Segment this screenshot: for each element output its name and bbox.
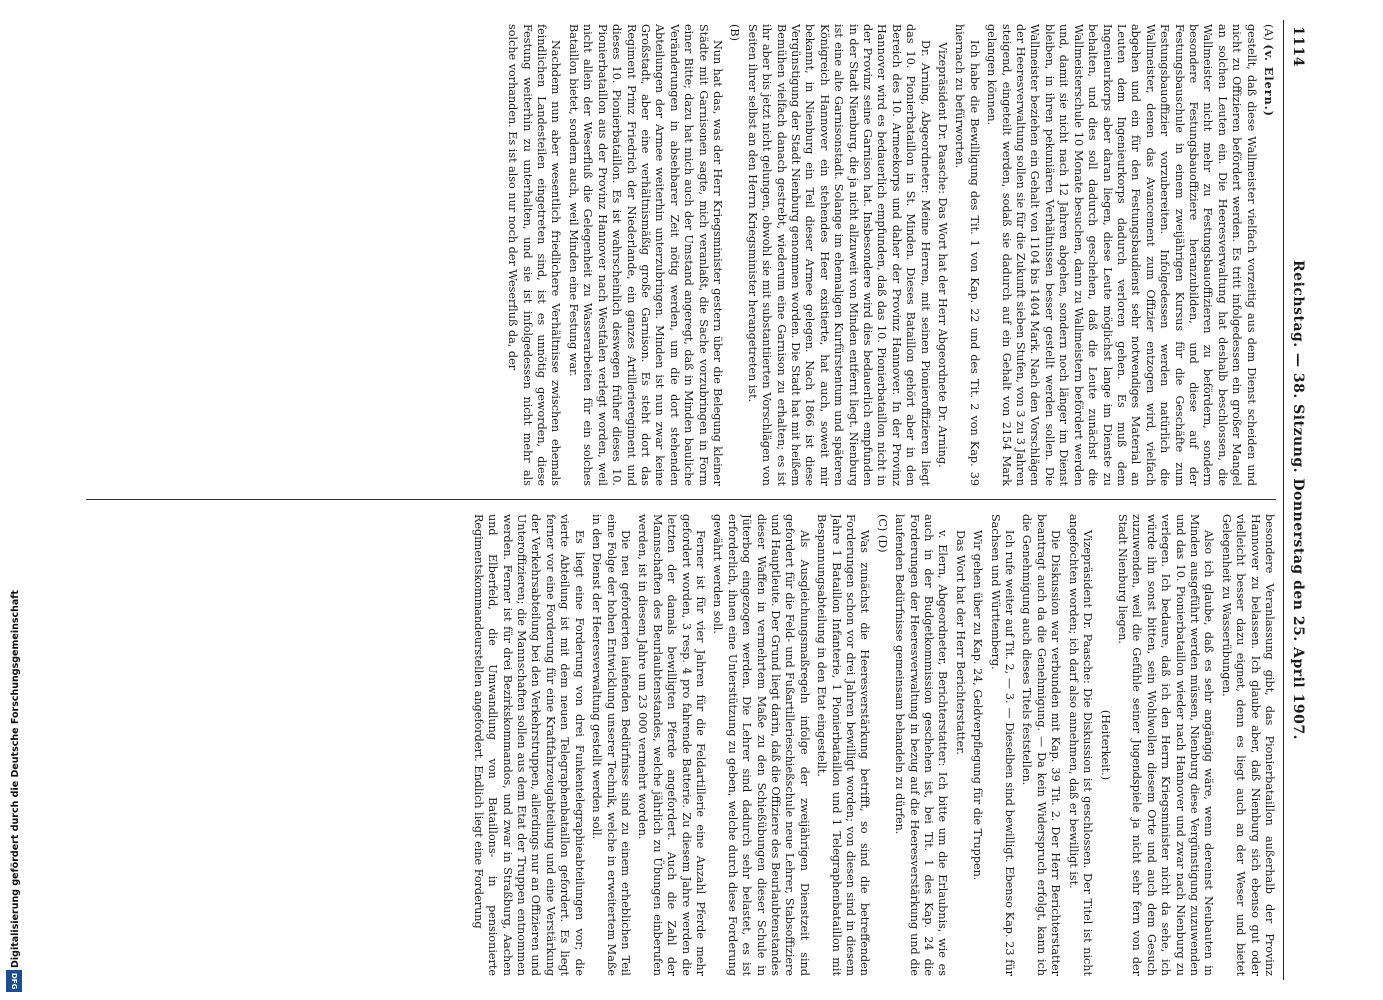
paragraph: Nun hat das, was der Herr Kriegsminister gestern über die Belegung kleiner Städte mit Garnisonen sagte, mich veranlaßt, die Sache vorzubringen in Form einer Bitte; dazu hat mich auch der Umstand angeregt, daß in Minden bauliche Veränderungen in absehbarer Zeit nötig werden, um die dort stehenden Abteilungen der Armee weiterhin unterzubringen. Minden ist nun zwar keine Großstadt, aber eine verhältnismäßig große Garnison. Es steht dort das Regiment Prinz Friedrich der Niederlande, ein ganzes Artillerieregiment und dieses 10. Pionierbataillon. Es ist wahrscheinlich deswegen früher dieses 10. Pionierbataillon aus der Provinz Hannover nach Westfalen verlegt worden, weil nicht allein der Weserfluß die Gelegenheit zu Wasserarbeiten für ein solches Bataillon bietet, sondern auch, weil Minden eine Festung war. <box>566 24 724 486</box>
paragraph: Als Ausgleichungsmaßregeln infolge der zweijährigen Dienstzeit sind gefordert für die Feld- und Fußartillerieschießschule neue Lehrer, Stabsoffiziere und Hauptleute. Der Grund liegt darin, daß die Offiziere des Beurlaubtenstandes dieser Waffen in vermehrtem Maße zu den Schießübungen dieser Schule in Jüterbog eingezogen werden. Die Lehrer sind dadurch sehr belastet, es ist erforderlich, ihnen eine Unterstützung zu geben, welche durch diese Forderung gewährt werden soll. <box>711 514 811 976</box>
vp-announcement: Vizepräsident Dr. Paasche: Das Wort hat der Herr Abgeordnete Dr. Arning. <box>936 42 950 468</box>
page-number: 1114 <box>1290 26 1306 67</box>
paragraph: Was zunächst die Heeresverstärkung betrifft, so sind die betreffenden Forderungen schon vor drei Jahren bewilligt worden; von diesen sind in diesem Jahre 1 Bataillon Infanterie, 1 Pionierbataillon und 1 Telegraphenbataillon mit Bespannungsabteilung in den Etat eingestellt. <box>815 514 872 976</box>
paragraph: besondere Veranlassung gibt, das Pionierbataillon außerhalb der Provinz Hannover zu belassen. Ich glaube aber, daß Nienburg sich ebenso gut oder vielleicht besser dazu eignet, denn es liegt auch an der Weser und bietet Gelegenheit zu Wasserübungen. <box>1219 514 1276 976</box>
heiterkeit: (Heiterkeit.) <box>1098 709 1112 781</box>
paragraph: Das Wort hat der Herr Berichterstatter. <box>953 530 967 755</box>
speaker-tag: (v. Elern.) <box>1262 44 1276 117</box>
paragraph: Also ich glaube, daß es sehr angängig wäre, wenn dereinst Neubauten in Minden ausgeführt werden müssen, Nienburg diese Vergünstigung zuzuwenden und das 10. Pionierbataillon wieder nach Hannover und zwar nach Nienburg zu verlegen. Ich bedaure, daß ich den Herrn Kriegsminister nicht da sehe, ich würde ihn sonst bitten, sein Wohlwollen diesem Orte und auch dem Gesuch zuzuwenden, weil die Gefühle seiner Jugendspiele ja nicht sehr fern von der Stadt Nienburg liegen. <box>1115 514 1216 976</box>
page-title: Reichstag. — 38. Sitzung. Donnerstag den 25. April 1907. <box>1290 260 1306 740</box>
left-column <box>86 24 1276 486</box>
marker-d: (D) <box>875 534 889 553</box>
page-header <box>1284 20 1310 980</box>
paragraph: Wir gehen über zu Kap. 24, Geldverpflegung für die Truppen. <box>971 530 985 881</box>
newspaper-page <box>80 20 1310 980</box>
column-divider <box>86 499 1276 500</box>
marker-b: (B) <box>728 24 742 41</box>
paragraph: Nachdem nun aber wesentlich friedlichere Verhältnisse zwischen ehemals feindlichen Landesteilen eingetreten sind, ist es unnötig geworden, diese Festung weiterhin zu unterhalten, und sie ist infolgedessen nicht mehr als solche vorhanden. Es ist also nur noch der Weserfluß da, der <box>506 24 563 486</box>
paragraph: Es liegt eine Forderung von drei Funkentelegraphieabteilungen vor; die vierte Abteilung ist mit dem neuen Telegraphenbataillon gefordert. Es liegt ferner vor eine Forderung für eine Kraftfahrzeugabteilung und eine Verstärkung der Verkehrsabteilung bei den Verkehrstruppen, allerdings nur an Offizieren und Unteroffizieren; die Mannschaften sollen aus dem Etat der Truppen entnommen werden. Ferner ist für drei Bezirkskommandos, und zwar in Straßburg, Aachen und Elberfeld, die Umwandlung von Bataillons- in pensionierte Regimentskommandeurstellen angefordert. Endlich liegt eine Forderung <box>471 514 586 976</box>
paragraph: Ich rufe weiter auf Tit. 2, — 3. — Dieselben sind bewilligt. Ebenso Kap. 23 für Sachsen und Württemberg. <box>988 514 1017 976</box>
paragraph: gestellt, daß diese Wallmeister vielfach vorzeitig aus dem Dienst scheiden und nicht zu Offizieren befördert werden. Es tritt infolgedessen ein großer Mangel an solchen Leuten ein. Die Heeresverwaltung hat deshalb beschlossen, die Wallmeister nicht mehr zu Festungsbauoffizieren zu befördern, sondern besondere Festungsbauoffiziere heranzubilden, und diese auf der Festungsbauschule in einem zweijährigen Kursus für die Geschäfte zum Festungsbauoffizier vorzubereiten. Infolgedessen werden natürlich die Wallmeister, denen das Avancement zum Offizier entzogen wird, vielfach abgehen und ein für den Festungsbaudienst sehr notwendiges Material an Leuten dem Ingenieurkorps dadurch verloren gehen. Es muß dem Ingenieurkorps aber daran liegen, diese Leute möglichst lange im Dienste zu behalten, und dies soll dadurch geschehen, daß die Leute zunächst die Wallmeisterschule 10 Monate besuchen, dann zu Wallmeistern befördert werden und, damit sie nicht nach 12 Jahren abgehen, sondern noch länger im Dienst bleiben, in ihren pekuniären Verhältnissen besser gestellt werden sollen. Die Wallmeister beziehen ein Gehalt von 1104 bis 1404 Mark. Nach den Vorschlägen der Heeresverwaltung sollen sie für die Zukunft sieben Stufen, von 3 zu 3 Jahren steigend, eingeteilt werden, sodaß sie dadurch auf ein Gehalt von 2154 Mark gelangen können. <box>985 24 1258 486</box>
paragraph: Dr. Arning, Abgeordneter: Meine Herren, mit seinen Pionieroffizieren liegt das 10. Pionierbataillon in St. Minden. Dieses Bataillon gehört aber in den Bereich des 10. Armeekorps und daher der Provinz Hannover. In der Provinz Hannover wird es bedauerlich empfunden, daß das 10. Pionierbataillon nicht in der Provinz seine Garnison hat. Insbesondere wird dies bedauerlich empfunden in der Stadt Nienburg, die ja nicht allzuweit von Minden entfernt liegt. Nienburg ist eine alte Garnisonstadt. Solange im ehemaligen Kurfürstentum und späteren Königreich Hannover ein stehendes Heer existierte, hat auch, soweit mir bekannt, in Nienburg ein Teil dieser Armee gelegen. Nach 1866 ist diese Vergünstigung der Stadt Nienburg genommen worden. Die Stadt hat mit heißem Bemühen vielfach danach gestrebt, wiederum eine Garnison zu erhalten; es ist ihr aber bis jetzt nicht gelungen, obwohl sie mit substantiierten Vorschlägen von Seiten ihrer selbst an den Herrn Kriegsminister herangetreten ist. <box>745 24 932 486</box>
digitization-credit <box>2 0 28 1000</box>
paragraph: Vizepräsident Dr. Paasche: Die Diskussion ist geschlossen. Der Titel ist nicht angefochten worden; ich darf also annehmen, daß er bewilligt ist. <box>1066 514 1095 976</box>
header-rule <box>1283 20 1284 980</box>
marker-a: (A) <box>1262 24 1275 41</box>
credit-text: Digitalisierung gefördert durch die Deutsche Forschungsgemeinschaft <box>10 590 21 968</box>
paragraph: Die Diskussion war verbunden mit Kap. 39 Tit. 2. Der Herr Berichterstatter beantragt auch da die Genehmigung. — Da kein Widerspruch erfolgt, kann ich die Genehmigung auch dieses Titels feststellen. <box>1020 514 1063 976</box>
paragraph: Die neu geforderten laufenden Bedürfnisse sind zu einem erheblichen Teil eine Folge der hohen Entwicklung unserer Technik, welche in erweitertem Maße in den Dienst der Heeresverwaltung gestellt werden soll. <box>590 514 632 976</box>
right-column <box>86 514 1276 976</box>
paragraph: Ich habe die Bewilligung des Tit. 1 von Kap. 22 und des Tit. 2 von Kap. 39 hiernach zu befürworten. <box>953 24 981 486</box>
marker-c: (C) <box>875 514 889 532</box>
paragraph: v. Elern, Abgeordneter, Berichterstatter: Ich bitte um die Erlaubnis, wie es auch in der Budgetkommission geschehen ist, bei Tit. 1 des Kap. 24 die Forderungen der Heeresverwaltung in bezug auf die Heeresverstärkung und die laufenden Bedürfnisse gemeinsam behandeln zu dürfen. <box>893 514 950 976</box>
dfg-logo: DFG <box>6 970 22 992</box>
paragraph: Ferner ist für vier Jahren für die Feldartillerie eine Anzahl Pferde mehr gefordert worden, 3 resp. 4 pro fahrende Batterie. Zu diesem Jahre werden die letzten der damals bewilligten Pferde angefordert. Auch die Zahl der Mannschaften des Beurlaubtenstandes, welche jährlich zu Übungen einberufen werden, ist in diesem Jahre um 23 000 vermehrt worden. <box>636 514 707 976</box>
